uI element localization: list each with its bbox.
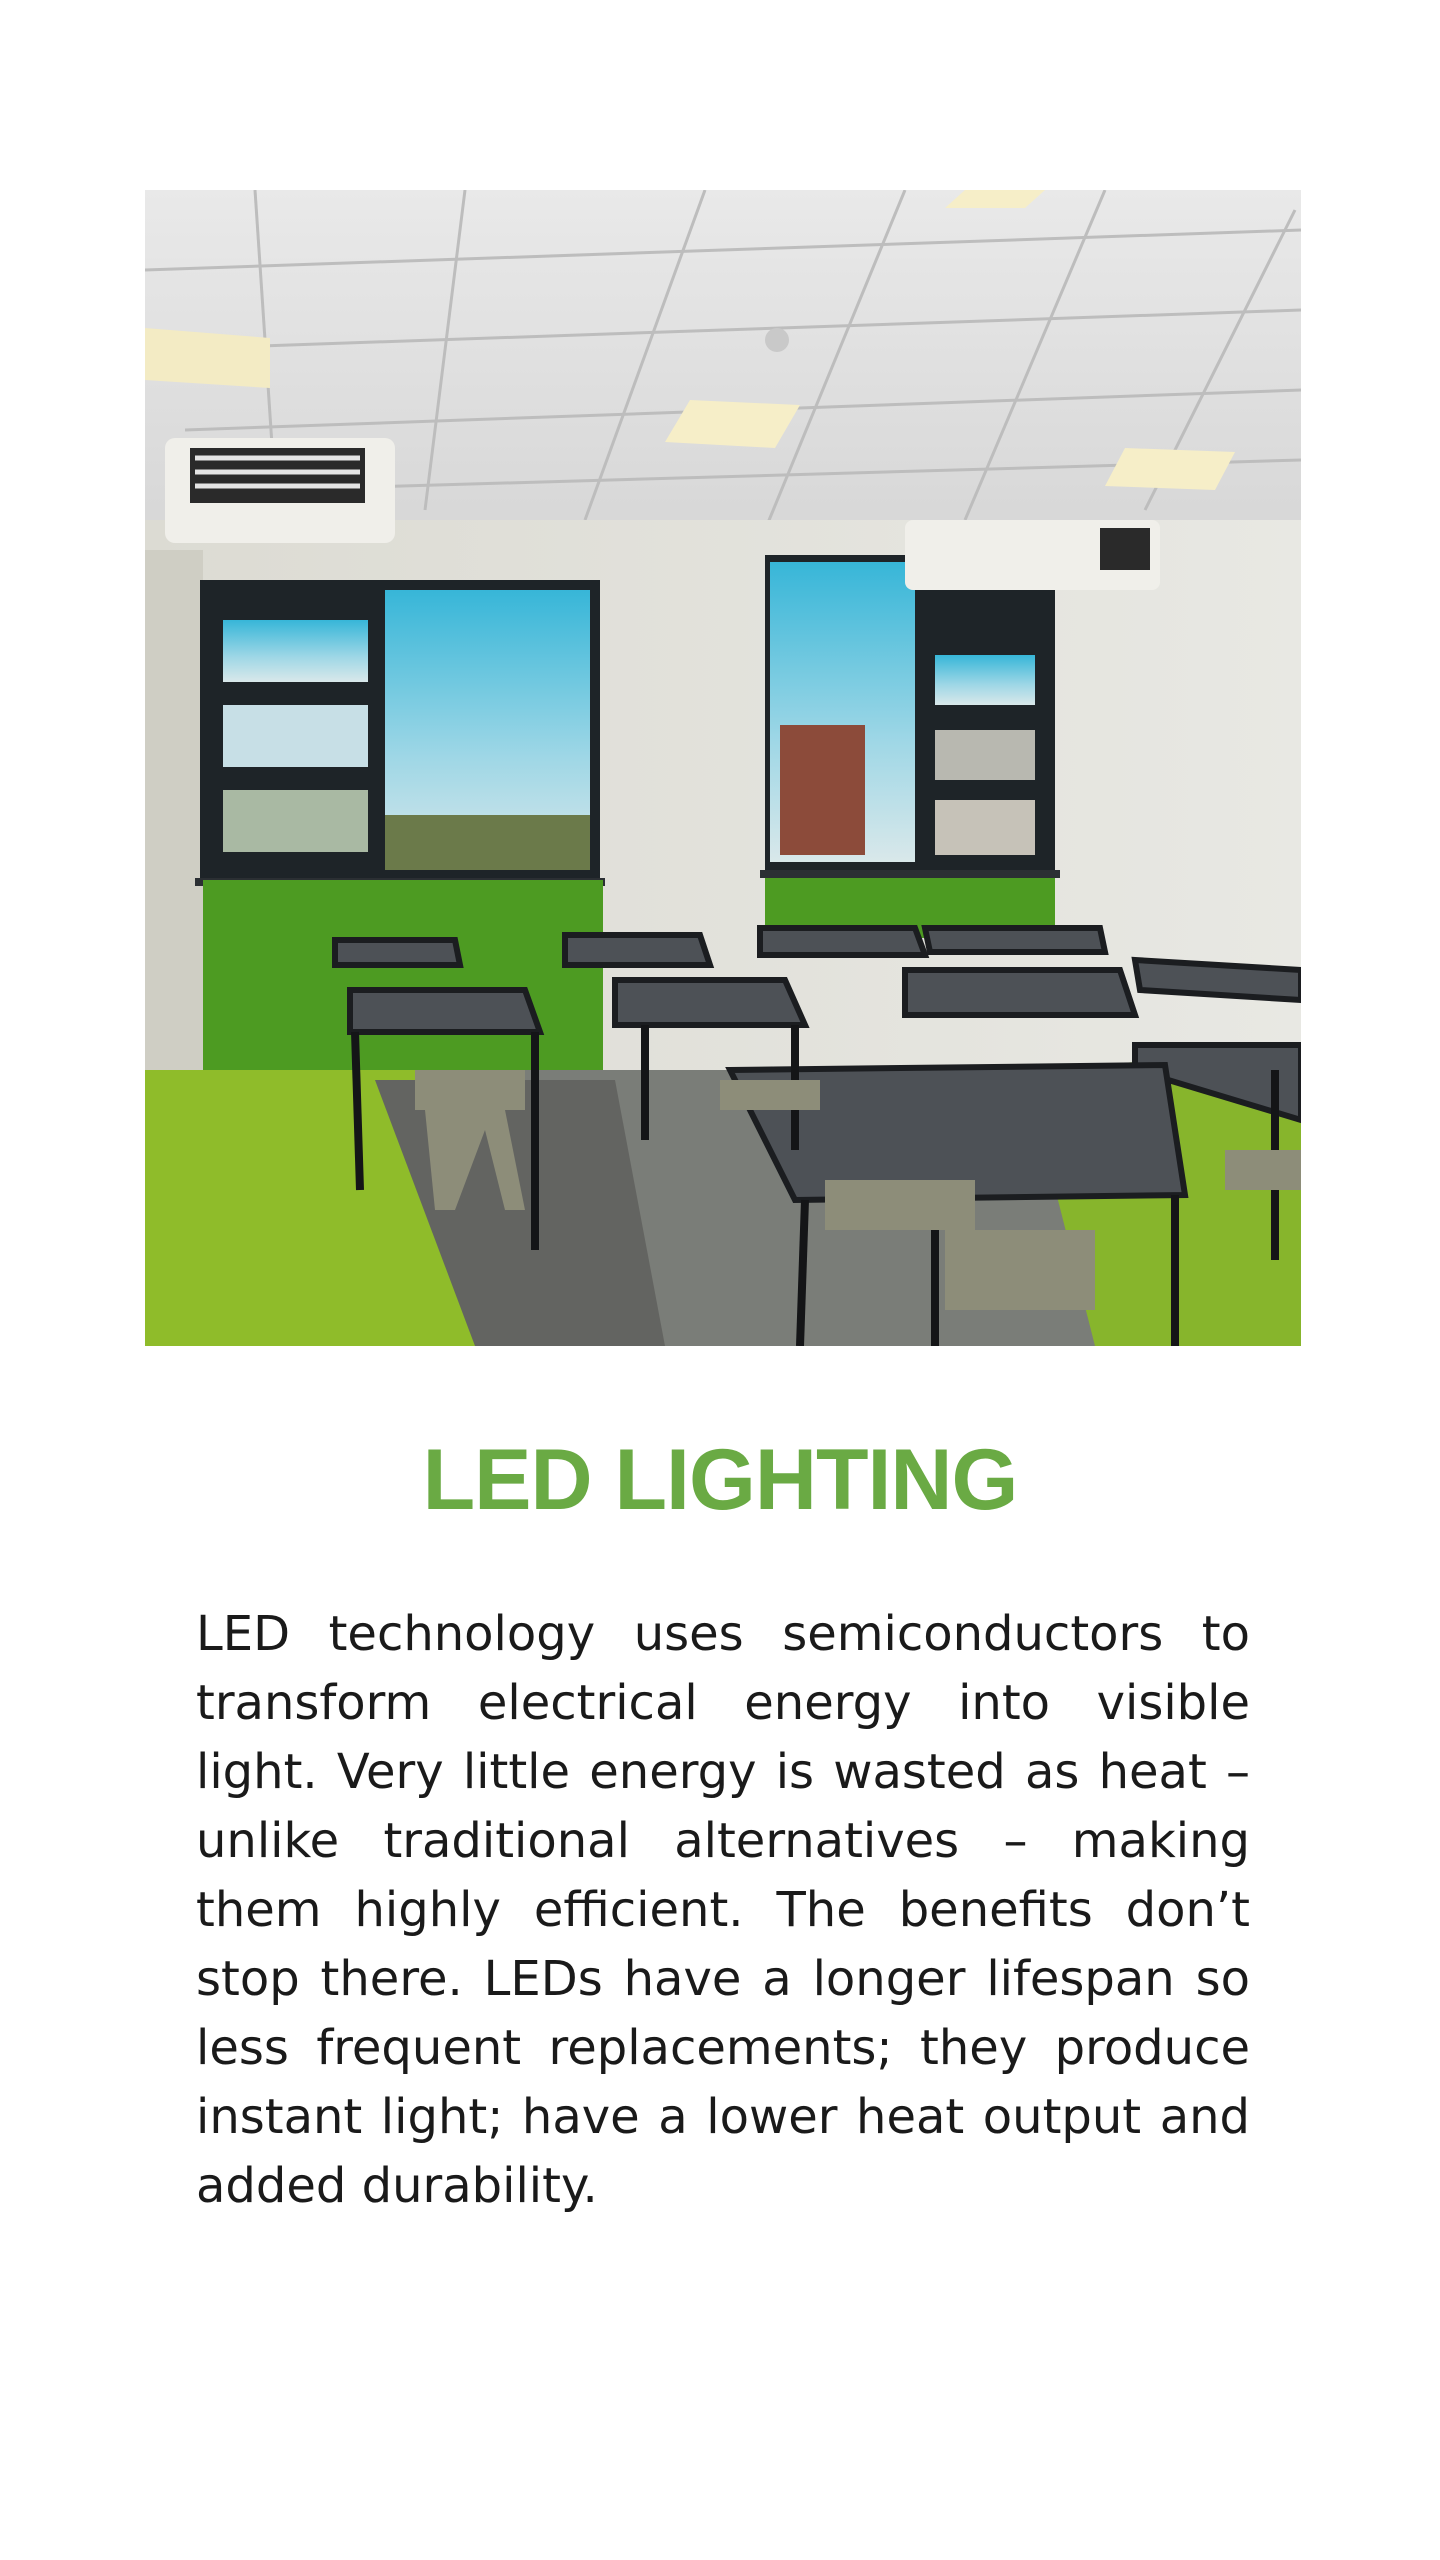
body-paragraph: LED technology uses semiconductors to transform electrical energy into visible light. Very little energy is wasted as heat – unlike traditional alternatives – making them highly efficient. The benefits don’t stop there. LEDs have a longer lifespan so less frequent replacements; they produce instant light; have a lower heat output and added durability. (196, 1606, 1250, 2214)
classroom-photo (145, 190, 1301, 1346)
page-title: LED LIGHTING (422, 1432, 1018, 1528)
